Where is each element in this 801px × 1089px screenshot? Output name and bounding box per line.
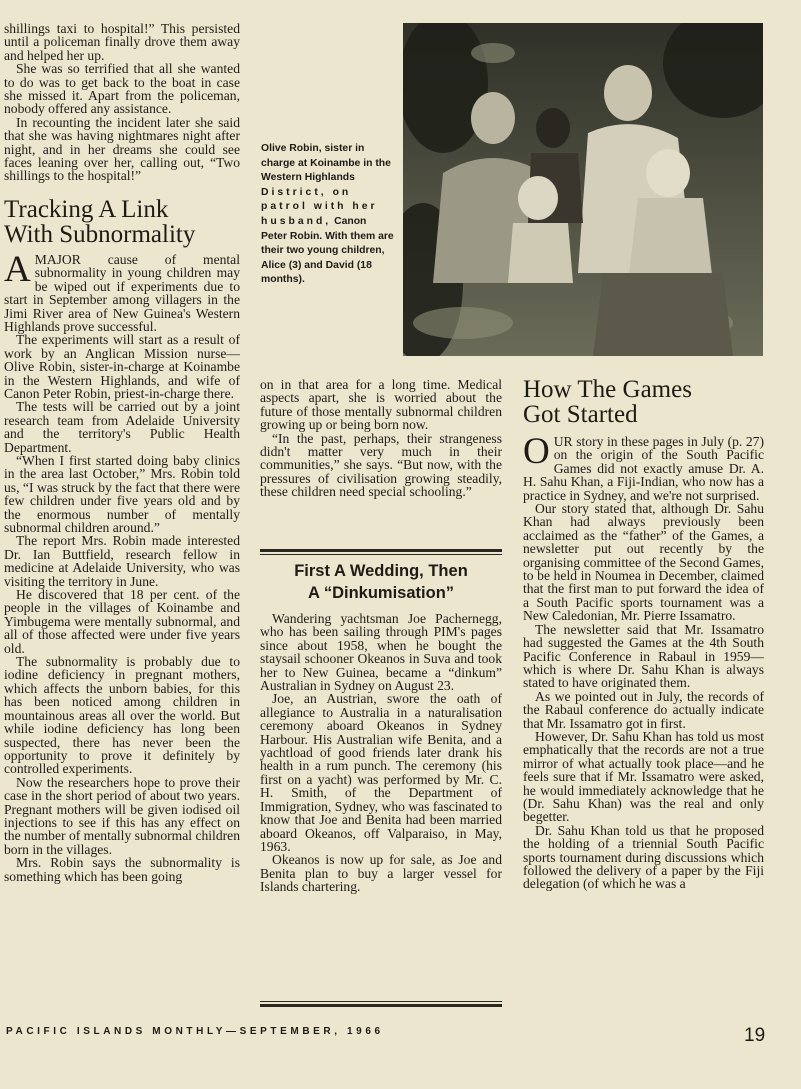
box-rule-top <box>260 549 502 555</box>
body-paragraph: However, Dr. Sahu Khan has told us most emphatically that the records are not a true mirror of what actually took place—and he feels sure that if Mr. Issamatro were asked, he would immediately acknowledge that he (Dr. Sahu Khan) was the real and only begetter. <box>523 728 764 825</box>
headline-line: First A Wedding, Then <box>294 562 468 580</box>
article-headline <box>523 377 764 427</box>
lead-paragraph <box>523 431 764 503</box>
lead-text: MAJOR cause of mental subnormality in young children may be wiped out if experiments due to start in September among villagers in the Jimi River area of New Guinea's Western Highlands prove successful. <box>4 251 240 334</box>
body-paragraph: Okeanos is now up for sale, as Joe and Benita plan to buy a larger vessel for Islands chartering. <box>260 852 502 895</box>
body-paragraph: Mrs. Robin says the subnormality is something which has been going <box>4 855 240 884</box>
body-paragraph: “In the past, perhaps, their strangeness didn't matter very much in their communities,” she says. “But now, with the pressures of civilisation growing steadily, these children need special schooling.” <box>260 430 502 500</box>
boxed-article <box>260 560 502 894</box>
caption-text-spaced: District, on patrol with her husband, <box>261 186 378 227</box>
headline-line: How The Games <box>523 376 692 403</box>
body-paragraph: As we pointed out in July, the records of the Rabaul conference do actually indicate that Mr. Issamatro got in first. <box>523 688 764 731</box>
body-paragraph: The report Mrs. Robin made interested Dr. Ian Buttfield, research fellow in medicine at Adelaide University, who was visiting the territory in June. <box>4 533 240 589</box>
page-footer: PACIFIC ISLANDS MONTHLY—SEPTEMBER, 1966 <box>6 1026 384 1037</box>
photo-image <box>403 23 763 356</box>
body-paragraph: on in that area for a long time. Medical aspects apart, she is worried about the future of those mentally subnormal children growing up or being born now. <box>260 377 502 433</box>
body-paragraph: The newsletter said that Mr. Issamatro had suggested the Games at the 4th South Pacific Conference in Rabaul in 1959—which is where Dr. Sahu Khan is always stated to have originated them. <box>523 621 764 691</box>
caption-text: Canon Peter Robin. With them are their two young children, Alice (3) and David (18 months). <box>261 215 394 286</box>
lead-paragraph <box>4 248 240 334</box>
drop-cap: A <box>4 248 31 290</box>
lead-text: UR story in these pages in July (p. 27) on the origin of the South Pacific Games did not exactly amuse Dr. A. H. Sahu Khan, a Fiji-Indian, who now has a practice in Sydney, and we're not surprised. <box>523 434 764 503</box>
body-paragraph: shillings taxi to hospital!” This persisted until a policeman finally drove them away and helped her up. <box>4 21 240 63</box>
column-right <box>523 377 764 891</box>
column-middle <box>260 378 502 499</box>
body-paragraph: The experiments will start as a result of work by an Anglican Mission nurse—Olive Robin, sister-in-charge at Koinambe in the Western Highlands, and wife of Canon Peter Robin, priest-in-charge there. <box>4 332 240 401</box>
column-left <box>4 22 240 883</box>
body-paragraph: The subnormality is probably due to iodine deficiency in pregnant mothers, which affects the unborn babies, for this has been noticed among children in mountainous areas all over the world. But while iodine deficiency has long been suspected, there has never been the opportunity to prove it definitely by controlled experiments. <box>4 654 240 777</box>
box-headline <box>260 560 502 604</box>
body-paragraph: Our story stated that, although Dr. Sahu Khan had always previously been acclaimed as the “father” of the Games, a newsletter put out recently by the organising committee of the Second Games, to be held in Noumea in December, claimed that the first man to put forward the idea of a South Pacific sports tournament was a New Caledonian, Mr. Pierre Issamatro. <box>523 501 764 624</box>
box-rule-bottom <box>260 1001 502 1007</box>
body-paragraph: Dr. Sahu Khan told us that he proposed the holding of a triennial South Pacific sports tournament during discussions which followed the delivery of a paper by the Fiji delegation (of which he was a <box>523 822 764 892</box>
body-paragraph: Wandering yachtsman Joe Pachernegg, who has been sailing through PIM's pages since about 1958, when he bought the staysail schooner Okeanos in Suva and took her to New Guinea, became a “dinkum” Australian in Sydney on August 23. <box>260 611 502 694</box>
body-paragraph: In recounting the incident later she said that she was having nightmares night after night, and in her dreams she could see faces leaning over her, calling out, “Two shillings to the hospital!” <box>4 114 240 184</box>
body-paragraph: Now the researchers hope to prove their case in the short period of about two years. Pregnant mothers will be given iodised oil injections to see if this has any effect on the number of mentally subnormal children born in the villages. <box>4 774 240 857</box>
page-number: 19 <box>744 1025 766 1046</box>
body-paragraph: She was so terrified that all she wanted to do was to get back to the boat in case she missed it. Apart from the policeman, nobody offered any assistance. <box>4 61 240 117</box>
body-paragraph: He discovered that 18 per cent. of the people in the villages of Koinambe and Yimbugema were mentally subnormal, and all of those affected were under five years old. <box>4 587 240 656</box>
caption-text: Olive Robin, sister in charge at Koinambe in the Western Highlands <box>261 143 391 184</box>
headline-line: A “Dinkumisation” <box>307 584 455 602</box>
headline-line: Got Started <box>523 401 638 428</box>
family-photo <box>403 23 763 356</box>
photo-caption <box>261 142 395 288</box>
article-headline <box>4 197 240 247</box>
drop-cap: O <box>523 431 550 472</box>
body-paragraph: Joe, an Austrian, swore the oath of allegiance to Australia in a naturalisation ceremony aboard Okeanos in Sydney Harbour. His Australian wife Benita, and a yachtload of good friends later drank his health in a rum punch. The ceremony (his first on a yacht) was performed by Mr. C. H. Smith, of the Department of Immigration, Sydney, who was fascinated to know that Joe and Benita had been married aboard Okeanos, off Valparaiso, in May, 1963. <box>260 691 502 854</box>
headline-line: Tracking A Link <box>4 195 169 223</box>
headline-line: With Subnormality <box>4 220 196 248</box>
body-paragraph: The tests will be carried out by a joint research team from Adelaide University and the territory's Public Health Department. <box>4 399 240 455</box>
body-paragraph: “When I first started doing baby clinics in the area last October,” Mrs. Robin told us, “I was struck by the fact that there were few children under five years old and by the enormous number of mentally subnormal children around.” <box>4 452 240 535</box>
